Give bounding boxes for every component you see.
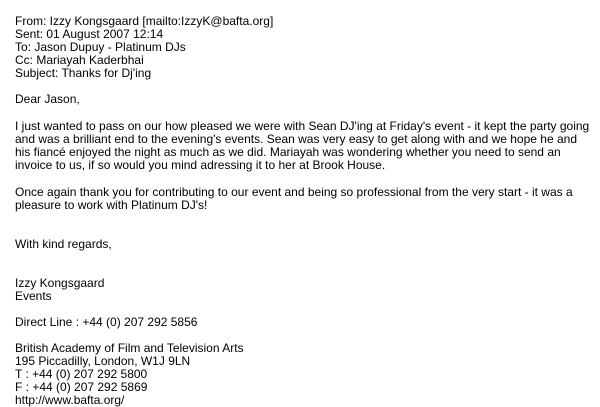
organisation-address: 195 Piccadilly, London, W1J 9LN (15, 354, 191, 368)
signature-name: Izzy Kongsgaard (15, 276, 105, 290)
email-header (15, 15, 595, 80)
cc-line: Cc: Mariayah Kaderbhai (15, 53, 144, 67)
body-paragraph: I just wanted to pass on our how pleased we were with Sean DJ'ing at Friday's event - it kept the party going and was a brilliant end to the evening's events. Sean was very easy to get along with and we hope he and his fiancé enjoyed the night as much as we did. Mariayah was wondering whether you need to send an invoice to us, if so would you mind adressing it to her at Brook House. (15, 119, 590, 172)
greeting: Dear Jason, (15, 92, 80, 106)
sent-line: Sent: 01 August 2007 12:14 (15, 27, 164, 41)
organisation-name: British Academy of Film and Television Arts (15, 341, 244, 355)
body-paragraph: Once again thank you for contributing to our event and being so professional from the very start - it was a pleasure to work with Platinum DJ's! (15, 185, 573, 212)
direct-line: Direct Line : +44 (0) 207 292 5856 (15, 315, 198, 329)
fax-line: F : +44 (0) 207 292 5869 (15, 380, 148, 394)
closing: With kind regards, (15, 237, 112, 251)
signature-department: Events (15, 289, 52, 303)
telephone-line: T : +44 (0) 207 292 5800 (15, 367, 148, 381)
subject-line: Subject: Thanks for Dj'ing (15, 66, 152, 80)
website-link[interactable]: http://www.bafta.org/ (15, 393, 125, 407)
email-message (15, 15, 595, 407)
signature (15, 277, 595, 407)
to-line: To: Jason Dupuy - Platinum DJs (15, 40, 186, 54)
from-line: From: Izzy Kongsgaard [mailto:IzzyK@bafta.org] (15, 14, 274, 28)
